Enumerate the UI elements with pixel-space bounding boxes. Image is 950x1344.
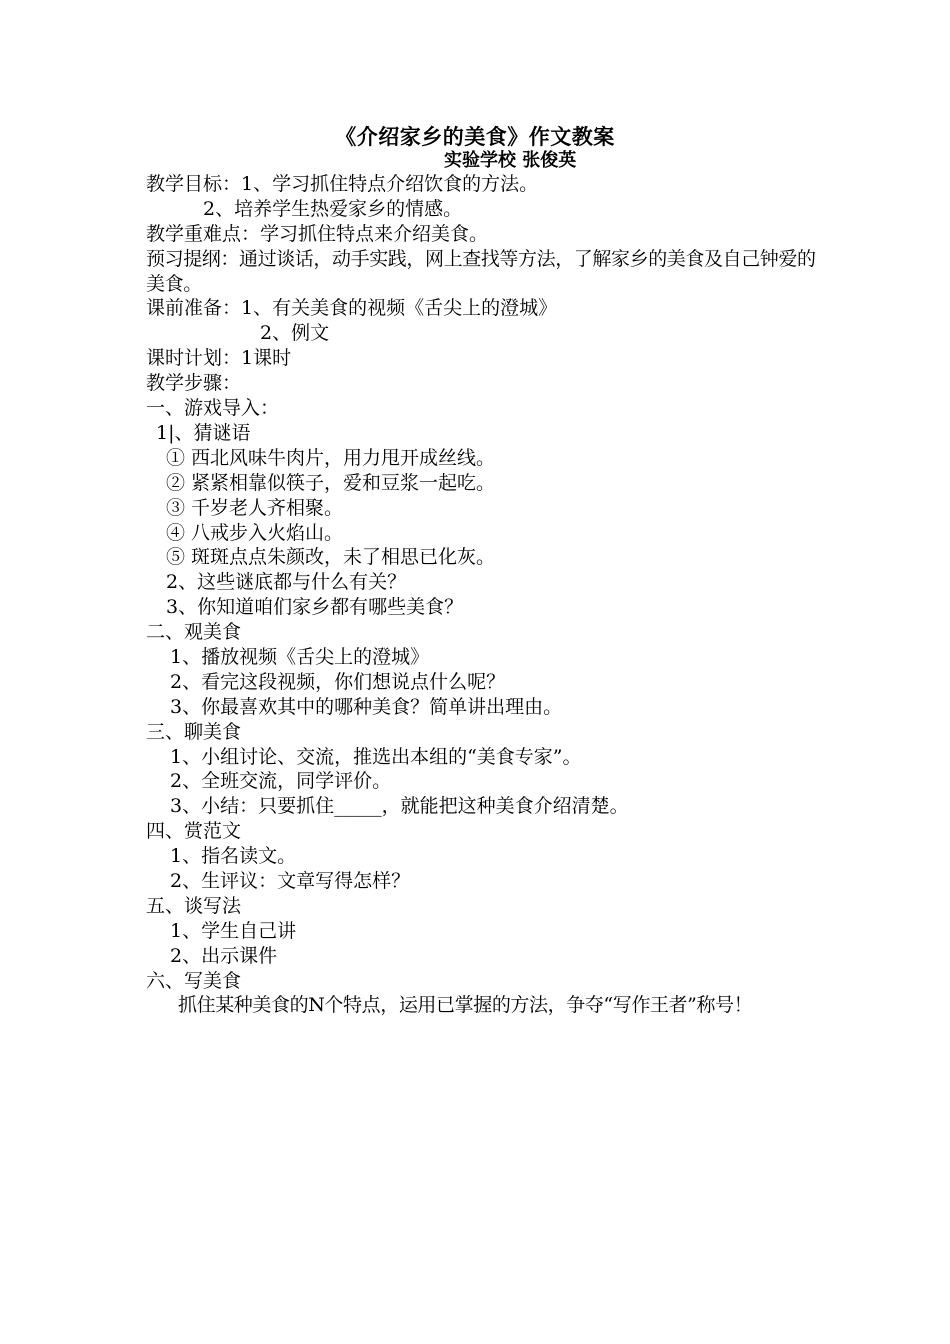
- prep-line-2: 2、例文: [260, 322, 330, 345]
- list-item: 2、全班交流，同学评价。: [170, 770, 392, 793]
- preview-paragraph: 预习提纲：通过谈话，动手实践，网上查找等方法，了解家乡的美食及自己钟爱的美食。: [146, 247, 816, 295]
- section-heading-2: 二、观美食: [146, 621, 242, 644]
- list-item: 1、播放视频《舌尖上的澄城》: [170, 645, 430, 668]
- section-heading-5: 五、谈写法: [146, 894, 242, 917]
- prep-line-1: 课前准备：1、有关美食的视频《舌尖上的澄城》: [146, 297, 558, 320]
- section-heading-4: 四、赏范文: [146, 820, 242, 843]
- section-heading-3: 三、聊美食: [146, 720, 242, 743]
- list-item: 2、看完这段视频，你们想说点什么呢？: [170, 670, 506, 693]
- list-item: 3、你知道咱们家乡都有哪些美食？: [166, 596, 464, 619]
- riddle-item-4: ④ 八戒步入火焰山。: [166, 521, 344, 544]
- section-heading-1: 一、游戏导入：: [146, 397, 280, 420]
- list-item: 1、学生自己讲: [170, 919, 297, 942]
- riddle-item-5: ⑤ 斑斑点点朱颜改，未了相思已化灰。: [166, 546, 496, 569]
- goal-line-2: 2、培养学生热爱家乡的情感。: [203, 197, 463, 220]
- list-item: 3、小结：只要抓住_____，就能把这种美食介绍清楚。: [170, 795, 629, 818]
- goal-line-1: 教学目标：1、学习抓住特点介绍饮食的方法。: [146, 173, 539, 195]
- document-body: [146, 172, 826, 1018]
- lesson-plan-line: 课时计划：1课时: [146, 347, 292, 370]
- list-item: 2、出示课件: [170, 944, 278, 967]
- list-item: 3、你最喜欢其中的哪种美食？简单讲出理由。: [170, 695, 563, 718]
- list-item: 1、小组讨论、交流，推选出本组的“美食专家”。: [170, 745, 582, 768]
- key-point-line: 教学重难点：学习抓住特点来介绍美食。: [146, 222, 489, 245]
- final-paragraph: 抓住某种美食的N个特点，运用已掌握的方法，争夺“写作王者”称号！: [178, 994, 753, 1017]
- list-item: 1、指名读文。: [170, 845, 297, 868]
- list-item: 2、这些谜底都与什么有关？: [166, 571, 407, 594]
- document-title: 《介绍家乡的美食》作文教案: [335, 124, 615, 149]
- riddle-item-3: ③ 千岁老人齐相聚。: [166, 496, 344, 519]
- section-heading-6: 六、写美食: [146, 969, 242, 992]
- riddle-item-2: ② 紧紧相靠似筷子，爱和豆浆一起吃。: [166, 471, 496, 494]
- list-item: 1|、猜谜语: [156, 421, 251, 444]
- riddle-item-1: ① 西北风味牛肉片，用力甩开成丝线。: [166, 446, 496, 469]
- list-item: 2、生评议：文章写得怎样？: [170, 869, 411, 892]
- author-line: 实验学校 张俊英: [444, 150, 577, 171]
- steps-heading: 教学步骤：: [146, 372, 242, 395]
